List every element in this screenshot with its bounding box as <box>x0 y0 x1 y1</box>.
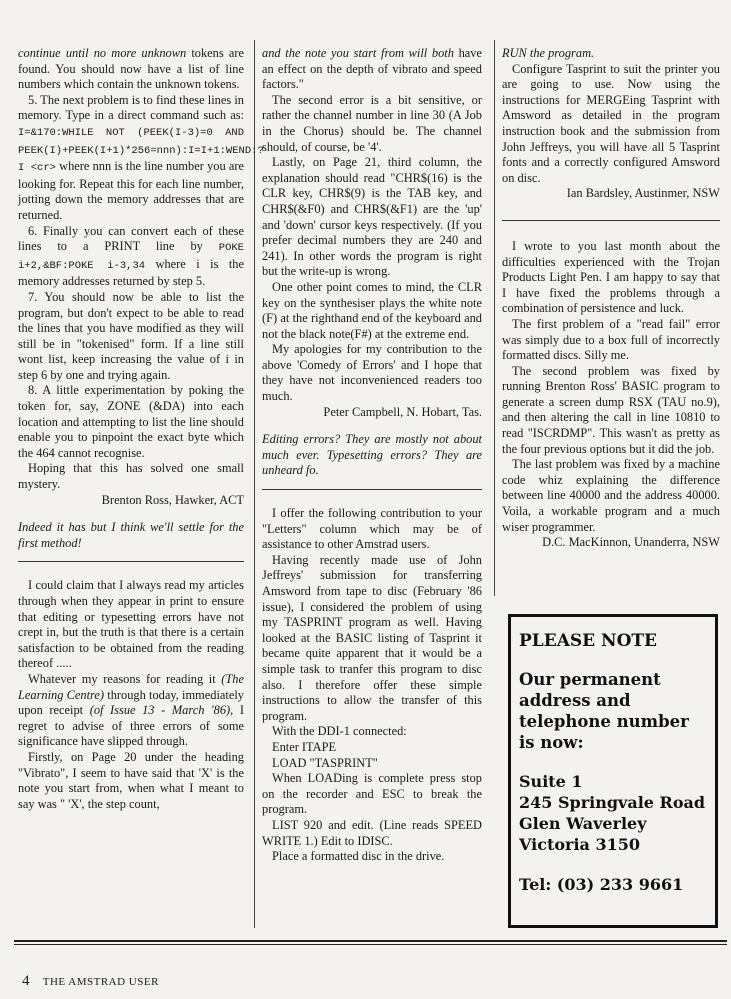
letter-paragraph <box>262 46 482 93</box>
letter-separator <box>18 561 244 562</box>
instruction-line: LOAD "TASPRINT" <box>272 755 378 770</box>
letter-paragraph: My apologies for my contribution to the above 'Comedy of Errors' and I hope that they have not inconvenienced readers too much. <box>262 342 482 404</box>
letter-paragraph: I could claim that I always read my articles through when they appear in print to ensure that editing or typesetting errors have not crept in, but the truth is that there is a certain satisfaction to be obtained from the reading thereof ..... <box>18 578 244 671</box>
instruction-line: LIST 920 and edit. (Line reads SPEED WRITE 1.) Edit to IDISC. <box>262 817 482 848</box>
signature: D.C. MacKinnon, Unanderra, NSW <box>542 535 720 550</box>
editor-comment: Indeed it has but I think we'll settle for the first method! <box>18 520 244 550</box>
text: , I regret to advise of three errors of some significance have slipped through. <box>18 703 244 749</box>
notice-telephone: Tel: (03) 233 9661 <box>519 875 684 894</box>
column-1 <box>18 46 264 812</box>
instruction-line: With the DDI-1 connected: <box>272 724 407 739</box>
letter-paragraph: Firstly, on Page 20 under the heading "Vibrato", I seem to have said that 'X' is the note you start from, when what I meant to say was " 'X', the step count, <box>18 749 244 811</box>
please-note-box <box>508 614 718 928</box>
step-6 <box>18 224 244 290</box>
step-7: 7. You should now be able to list the program, but don't expect to be able to read the lines that you have modified as they will still be in "tokenised" form. If a line still wont list, keep increasing the value of i in step 6 by one and trying again. <box>18 289 244 382</box>
signature: Ian Bardsley, Austinmer, NSW <box>566 186 720 201</box>
magazine-title: THE AMSTRAD USER <box>42 976 159 988</box>
letter-paragraph: Lastly, on Page 21, third column, the explanation should read "CHR$(16) is the CLR key, CHR$(9) is the TAB key, and CHR$(&F0) and CHR$(&F1) are the 'up' and 'down' cursor keys respectively. (If you prefer decimal numbers they are 240 and 241). In other words the program is right but the write-up is wrong. <box>262 155 482 279</box>
text: have an effect on the depth of vibrato and speed factors." <box>262 46 482 92</box>
footer-rule-thin <box>14 944 727 945</box>
letter-paragraph: One other point comes to mind, the CLR key on the synthesiser plays the white note (F) at the righthand end of the keyboard and not the black note(F#) at the extreme end. <box>262 279 482 341</box>
page-number: 4 <box>22 973 30 989</box>
letter-separator <box>262 489 482 490</box>
text: tokens are found. You should now have a list of line numbers which contain the unknown tokens. <box>18 46 244 92</box>
column-divider-2 <box>494 40 495 596</box>
signature: Peter Campbell, N. Hobart, Tas. <box>323 404 482 419</box>
address-line: Glen Waverley <box>519 814 647 833</box>
letter-paragraph <box>18 46 244 93</box>
column-divider-1 <box>254 40 255 928</box>
notice-address <box>519 771 707 855</box>
column-3 <box>502 46 720 551</box>
closing-line: Hoping that this has solved one small mystery. <box>18 461 244 492</box>
code-snippet: POKE i+2,&BF:POKE i-3,34 <box>18 242 244 272</box>
italic-text: (of Issue 13 - March '86) <box>89 703 231 718</box>
page-footer <box>22 973 159 990</box>
notice-body: Our permanent address and telephone number is now: <box>519 670 689 752</box>
instruction-line: When LOADing is complete press stop on the recorder and ESC to break the program. <box>262 771 482 817</box>
italic-text: and the note you start from will both <box>262 46 454 60</box>
letter-paragraph: I wrote to you last month about the difficulties experienced with the Trojan Products Light Pen. I am happy to say that I have fixed the problems through a combination of persistence and luck. <box>502 238 720 316</box>
step-5 <box>18 92 264 224</box>
letter-paragraph: The second problem was fixed by running Brenton Ross' BASIC program to generate a screen dump RSX (TAU no.9), and then altering the call in line 10810 to read "ISCRDMP". This wasn't as pretty as the four previous options but it did the job. <box>502 363 720 456</box>
letter-separator <box>502 220 720 221</box>
code-snippet: I=&170:WHILE NOT (PEEK(I-3)=0 AND PEEK(I)+PEEK(I+1)*256=nnn):I=I+1:WEND:?I <cr> <box>18 126 264 175</box>
instruction-line: Enter ITAPE <box>272 739 337 754</box>
address-line: 245 Springvale Road <box>519 793 706 812</box>
notice-heading: PLEASE NOTE <box>519 631 657 651</box>
letter-paragraph: I offer the following contribution to your "Letters" column which may be of assistance to other Amstrad users. <box>262 506 482 552</box>
italic-text: (The Learning Centre) <box>18 671 244 702</box>
editor-comment: Editing errors? They are mostly not about much ever. Typesetting errors? They are unheard fo. <box>262 432 482 478</box>
signature: Brenton Ross, Hawker, ACT <box>101 492 244 507</box>
text: where nnn is the line number you are looking for. Repeat this for each line number, jotting down the memory addresses that are returned. <box>18 159 244 222</box>
italic-text: continue until no more unknown <box>18 46 187 60</box>
letter-paragraph: The last problem was fixed by a machine code whiz explaining the difference between line 40000 and the address 40000. Voila, a workable program and a much wiser programmer. <box>502 457 720 534</box>
letter-paragraph: Having recently made use of John Jeffreys' submission for transferring Amsword from tape to disc (February '86 issue), I considered the problem of using my TASPRINT program as well. Having looked at the BASIC listing of Tasprint it became quite apparent that it would be a simple task to tranfer this program to disc also. I therefore offer these simple instructions to allow the transfer of this program. <box>262 552 482 723</box>
letter-paragraph: The first problem of a "read fail" error was simply due to a box full of incorrectly formatted discs. Silly me. <box>502 316 720 363</box>
address-line: Suite 1 <box>519 772 583 791</box>
footer-rule <box>14 940 727 942</box>
column-2 <box>262 46 482 865</box>
instruction-line: Place a formatted disc in the drive. <box>272 849 445 864</box>
text: 6. Finally you can convert each of these lines to a PRINT line by <box>18 223 244 254</box>
letter-paragraph <box>18 672 244 750</box>
step-8: 8. A little experimentation by poking the token for, say, ZONE (&DA) into each location and attempting to list the line should enable you to pinpoint the exact byte which the 464 cannot recognise. <box>18 383 244 460</box>
letter-paragraph: The second error is a bit sensitive, or rather the channel number in line 30 (A Job in the Chorus) should be. The channel should, of course, be '4'. <box>262 92 482 154</box>
text: 5. The next problem is to find these lines in memory. Type in a direct command such as: <box>18 92 244 123</box>
text: through today, immediately upon receipt <box>18 687 244 718</box>
text: where i is the memory addresses returned by step 5. <box>18 256 244 289</box>
text: Whatever my reasons for reading it <box>28 671 222 686</box>
letter-paragraph: Configure Tasprint to suit the printer you are going to use. Now using the instructions for MERGEing Tasprint with Amsword as detailed in the program instruction book and the submission from John Jeffreys, you will have all 5 Tasprint fonts and a correctly configured Amsword on disc. <box>502 61 720 185</box>
instruction-line: RUN the program. <box>502 46 595 60</box>
address-line: Victoria 3150 <box>519 835 640 854</box>
